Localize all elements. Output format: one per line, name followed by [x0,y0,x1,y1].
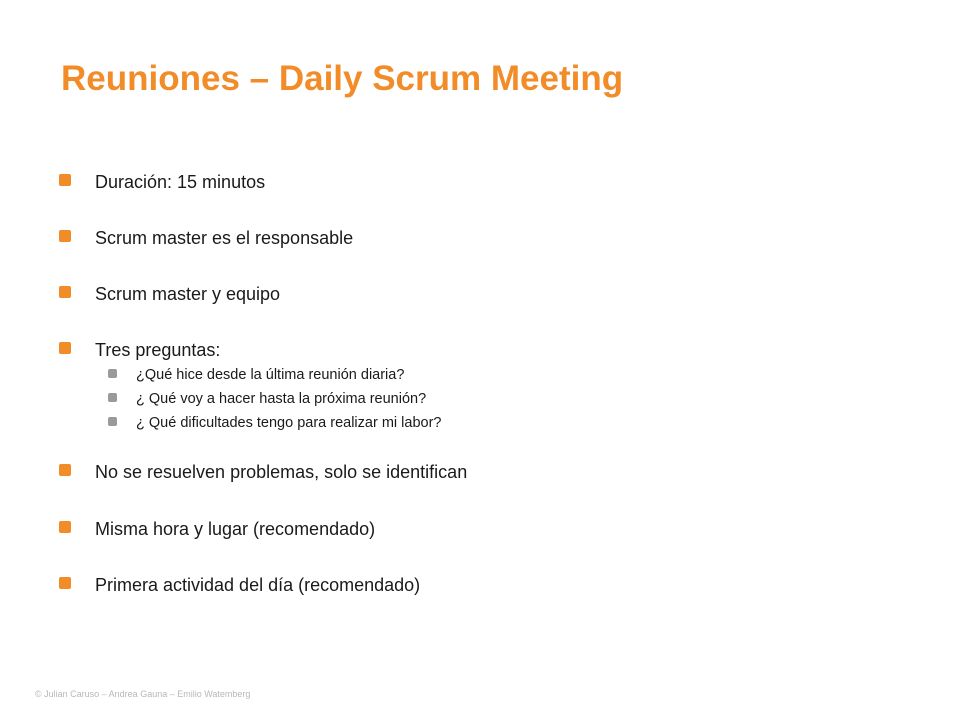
bullet-square-icon [59,521,71,533]
bullet-square-icon [59,230,71,242]
bullet-text: Duración: 15 minutos [95,172,266,192]
bullet-square-icon [59,342,71,354]
sub-bullet-text: ¿ Qué dificultades tengo para realizar mi labor? [136,415,442,431]
sub-bullet-square-icon [108,369,117,378]
bullet-text: Tres preguntas: [95,340,221,360]
sub-bullet-square-icon [108,393,117,402]
slide-title: Reuniones – Daily Scrum Meeting [61,59,624,98]
bullet-square-icon [59,174,71,186]
bullet-square-icon [59,464,71,476]
bullet-text: Scrum master y equipo [95,284,281,304]
copyright-footer: © Julian Caruso – Andrea Gauna – Emilio Watemberg [35,689,251,699]
bullet-text: Misma hora y lugar (recomendado) [95,519,376,539]
sub-bullet-text: ¿ Qué voy a hacer hasta la próxima reunión? [136,391,427,407]
sub-bullet-text: ¿Qué hice desde la última reunión diaria? [136,367,405,383]
sub-bullet-square-icon [108,417,117,426]
bullet-text: Primera actividad del día (recomendado) [95,575,421,595]
bullet-square-icon [59,577,71,589]
bullet-text: No se resuelven problemas, solo se identifican [95,462,468,482]
bullet-square-icon [59,286,71,298]
bullet-text: Scrum master es el responsable [95,228,354,248]
